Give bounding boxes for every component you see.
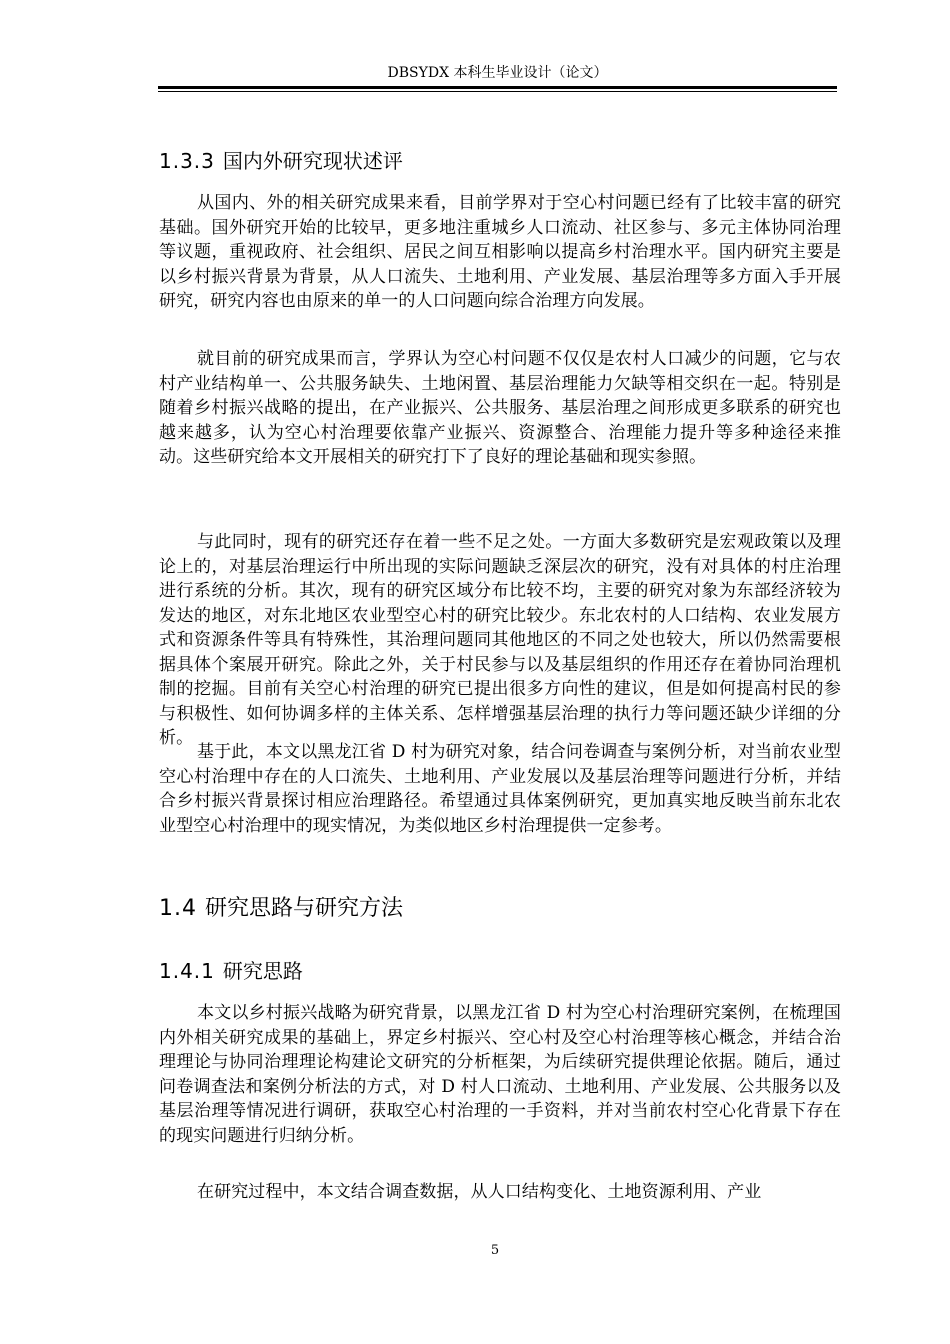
section-number: 1.3.3 bbox=[159, 149, 215, 173]
paragraph-2: 就目前的研究成果而言，学界认为空心村问题不仅仅是农村人口减少的问题，它与农村产业结构单一、公共服务缺失、土地闲置、基层治理能力欠缺等相交织在一起。特别是随着乡村振兴战略的提出，在产业振兴、公共服务、基层治理之间形成更多联系的研究也越来越多，认为空心村治理要依靠产业振兴、资源整合、治理能力提升等多种途径来推动。这些研究给本文开展相关的研究打下了良好的理论基础和现实参照。 bbox=[159, 349, 841, 467]
section-title: 研究思路与研究方法 bbox=[205, 896, 404, 921]
paragraph-4: 基于此，本文以黑龙江省 D 村为研究对象，结合问卷调查与案例分析，对当前农业型空心村治理中存在的人口流失、土地利用、产业发展以及基层治理等问题进行分析，并结合乡村振兴背景探讨相应治理路径。希望通过具体案例研究，更加真实地反映当前东北农业型空心村治理中的现实情况，为类似地区乡村治理提供一定参考。 bbox=[159, 742, 841, 836]
section-title: 研究思路 bbox=[222, 959, 303, 983]
section-heading-1-4 bbox=[159, 894, 403, 924]
header-rule-thick bbox=[158, 86, 837, 89]
section-heading-1-3-3 bbox=[159, 147, 403, 175]
paragraph-3: 与此同时，现有的研究还存在着一些不足之处。一方面大多数研究是宏观政策以及理论上的，对基层治理运行中所出现的实际问题缺乏深层次的研究，没有对具体的村庄治理进行系统的分析。其次，现有的研究区域分布比较不均，主要的研究对象为东部经济较为发达的地区，对东北地区农业型空心村的研究比较少。东北农村的人口结构、农业发展方式和资源条件等具有特殊性，其治理问题同其他地区的不同之处也较大，所以仍然需要根据具体个案展开研究。除此之外，关于村民参与以及基层组织的作用还存在着协同治理机制的挖掘。目前有关空心村治理的研究已提出很多方向性的建议，但是如何提高村民的参与积极性、如何协调多样的主体关系、怎样增强基层治理的执行力等问题还缺少详细的分析。 bbox=[159, 532, 841, 748]
page-number: 5 bbox=[490, 1243, 500, 1258]
paragraph-1: 从国内、外的相关研究成果来看，目前学界对于空心村问题已经有了比较丰富的研究基础。国外研究开始的比较早，更多地注重城乡人口流动、社区参与、多元主体协同治理等议题，重视政府、社会组织、居民之间互相影响以提高乡村治理水平。国内研究主要是以乡村振兴背景为背景，从人口流失、土地利用、产业发展、基层治理等多方面入手开展研究，研究内容也由原来的单一的人口问题向综合治理方向发展。 bbox=[159, 193, 841, 311]
header-rule-thin bbox=[158, 91, 837, 92]
section-heading-1-4-1 bbox=[159, 957, 303, 985]
running-header: DBSYDX 本科生毕业设计（论文） bbox=[387, 65, 608, 81]
section-title: 国内外研究现状述评 bbox=[222, 149, 403, 173]
paragraph-6: 在研究过程中，本文结合调查数据，从人口结构变化、土地资源利用、产业 bbox=[197, 1182, 762, 1202]
paragraph-5: 本文以乡村振兴战略为研究背景，以黑龙江省 D 村为空心村治理研究案例，在梳理国内外相关研究成果的基础上，界定乡村振兴、空心村及空心村治理等核心概念，并结合治理理论与协同治理理论构建论文研究的分析框架，为后续研究提供理论依据。随后，通过问卷调查法和案例分析法的方式，对 D 村人口流动、土地利用、产业发展、公共服务以及基层治理等情况进行调研，获取空心村治理的一手资料，并对当前农村空心化背景下存在的现实问题进行归纳分析。 bbox=[159, 1003, 841, 1146]
section-number: 1.4.1 bbox=[159, 959, 215, 983]
section-number: 1.4 bbox=[159, 896, 197, 921]
